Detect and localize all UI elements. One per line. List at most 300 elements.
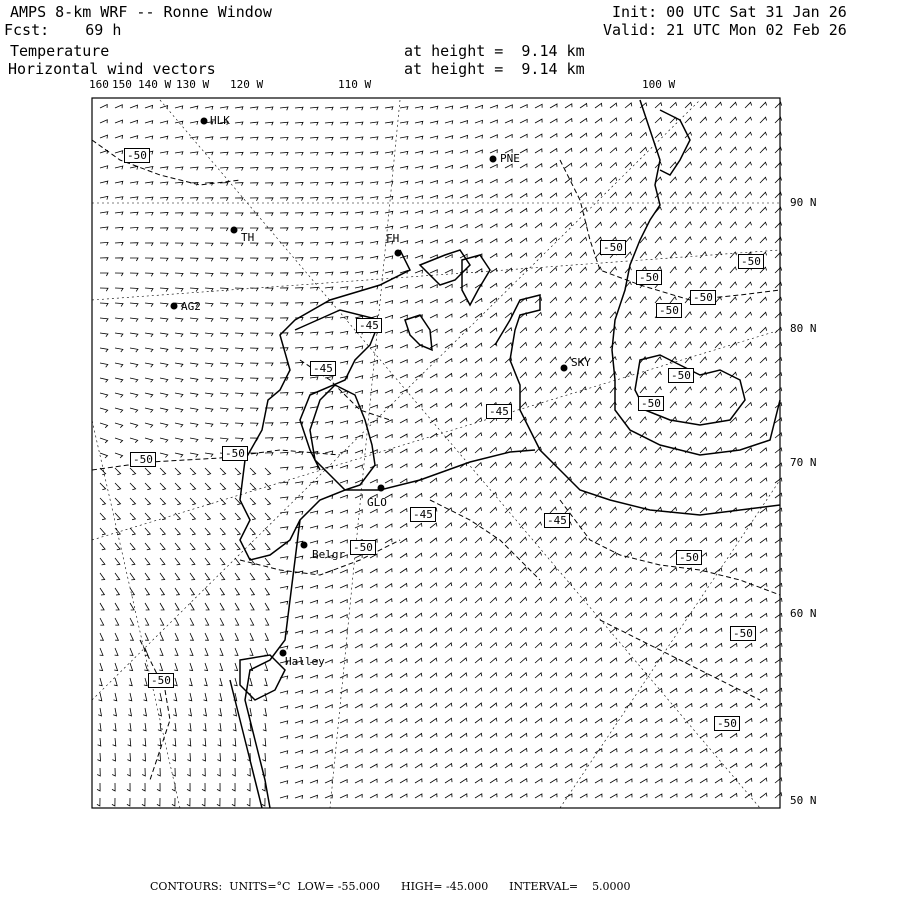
- wind-barb: [625, 237, 632, 243]
- wind-barb: [655, 673, 662, 678]
- wind-barb: [700, 764, 707, 768]
- wind-barb: [625, 192, 632, 198]
- wind-barb: [235, 168, 243, 171]
- wind-barb: [100, 603, 104, 610]
- wind-barb: [340, 674, 347, 678]
- wind-barb: [550, 764, 557, 768]
- wind-barb: [295, 392, 303, 395]
- wind-barb: [550, 268, 557, 274]
- wind-barb: [595, 643, 602, 648]
- wind-barb: [445, 568, 452, 573]
- wind-barb: [235, 288, 243, 291]
- wind-barb: [130, 227, 138, 230]
- wind-barb: [130, 543, 135, 550]
- wind-barb: [190, 558, 195, 565]
- wind-barb: [490, 794, 497, 798]
- wind-barb: [310, 257, 318, 260]
- wind-barb: [115, 105, 122, 108]
- wind-barb: [220, 528, 225, 535]
- wind-barb: [220, 363, 228, 367]
- wind-barb: [160, 213, 168, 216]
- wind-barb: [610, 703, 617, 708]
- wind-barb: [550, 312, 557, 318]
- wind-barb: [145, 273, 153, 276]
- wind-barb: [505, 477, 512, 483]
- wind-barb: [715, 282, 722, 288]
- wind-barb: [310, 511, 318, 514]
- wind-barb: [685, 719, 692, 723]
- temperature-contours: [92, 140, 780, 780]
- wind-barb: [565, 163, 572, 168]
- wind-barb: [175, 378, 183, 382]
- wind-barb: [250, 483, 256, 490]
- wind-barb: [685, 252, 691, 258]
- wind-barb: [100, 212, 108, 215]
- wind-barb: [250, 423, 258, 426]
- wind-barb: [670, 207, 677, 213]
- wind-barb: [760, 117, 767, 123]
- wind-barb: [310, 137, 318, 140]
- wind-barb: [385, 614, 392, 618]
- wind-barb: [355, 182, 363, 185]
- wind-barb: [775, 297, 782, 303]
- wind-barb: [355, 659, 362, 663]
- wind-barb: [130, 483, 136, 490]
- wind-barb: [205, 453, 213, 457]
- wind-barb: [280, 213, 288, 216]
- wind-barb: [188, 723, 191, 731]
- wind-barb: [520, 328, 527, 333]
- wind-barb: [265, 378, 273, 381]
- wind-barb: [520, 582, 527, 588]
- wind-barb: [220, 408, 228, 412]
- wind-barb: [460, 358, 467, 363]
- wind-barb: [760, 192, 767, 198]
- wind-barb: [505, 628, 512, 633]
- wind-barb: [325, 227, 333, 230]
- wind-barb: [130, 513, 135, 520]
- wind-barb: [460, 748, 467, 753]
- wind-barb: [340, 182, 348, 185]
- wind-barb: [730, 538, 737, 543]
- wind-barb: [220, 513, 225, 520]
- wind-barb: [625, 507, 632, 513]
- wind-barb: [160, 528, 165, 535]
- wind-barb: [745, 342, 752, 348]
- wind-barb: [115, 618, 119, 625]
- wind-barb: [205, 243, 213, 246]
- wind-barb: [715, 568, 722, 573]
- wind-barb: [280, 228, 288, 231]
- wind-barb: [385, 360, 392, 363]
- wind-barb: [310, 332, 318, 335]
- wind-barb: [730, 312, 737, 318]
- lon-label-110w: 110 W: [338, 78, 372, 91]
- wind-barb: [400, 226, 408, 229]
- wind-barb: [340, 137, 348, 140]
- wind-barb: [520, 764, 527, 768]
- wind-barb: [640, 133, 647, 139]
- wind-barb: [145, 528, 150, 535]
- wind-barb: [460, 493, 467, 498]
- wind-barb: [310, 645, 318, 648]
- wind-barb: [355, 346, 363, 349]
- wind-barb: [235, 408, 243, 411]
- wind-barb: [100, 273, 108, 276]
- wind-barb: [625, 297, 631, 303]
- wind-barb: [700, 704, 707, 708]
- wind-barb: [655, 252, 661, 258]
- wind-barb: [595, 297, 602, 303]
- wind-barb: [370, 241, 378, 244]
- wind-barb: [730, 237, 737, 243]
- wind-barb: [655, 432, 662, 438]
- wind-barb: [610, 643, 617, 648]
- contour-label: -45: [544, 513, 570, 528]
- wind-barb: [595, 628, 602, 633]
- wind-barb: [265, 198, 273, 201]
- wind-barb: [490, 522, 497, 528]
- wind-barb: [460, 523, 467, 528]
- wind-barb: [640, 568, 647, 573]
- wind-barb: [625, 522, 632, 528]
- wind-barb: [550, 492, 557, 498]
- wind-barb: [445, 583, 452, 588]
- wind-barb: [610, 282, 617, 288]
- wind-barb: [535, 372, 542, 378]
- wind-barb: [760, 297, 767, 303]
- wind-barb: [400, 404, 407, 408]
- wind-barb: [655, 342, 661, 348]
- wind-barb: [760, 553, 767, 558]
- wind-barb: [625, 312, 631, 318]
- wind-barb: [340, 765, 347, 769]
- wind-barb: [595, 207, 602, 213]
- wind-barb: [175, 633, 178, 640]
- wind-barb: [595, 133, 602, 138]
- wind-barb: [535, 357, 542, 363]
- wind-barb: [610, 794, 617, 798]
- wind-barb: [430, 658, 437, 663]
- wind-barb: [234, 663, 237, 671]
- wind-barb: [280, 422, 288, 425]
- wind-barb: [490, 613, 497, 619]
- wind-barb: [670, 704, 677, 708]
- wind-barb: [445, 106, 453, 109]
- wind-barb: [355, 644, 362, 648]
- wind-barb: [610, 749, 617, 753]
- wind-barb: [142, 783, 145, 791]
- wind-barb: [160, 121, 168, 124]
- wind-barb: [355, 569, 362, 573]
- wind-barb: [249, 678, 252, 686]
- wind-barb: [100, 573, 105, 580]
- wind-barb: [370, 346, 378, 349]
- wind-barb: [355, 420, 363, 423]
- wind-barb: [385, 599, 392, 603]
- wind-barb: [160, 348, 168, 352]
- wind-barb: [460, 165, 468, 168]
- wind-barb: [174, 663, 177, 671]
- wind-barb: [370, 659, 377, 663]
- wind-barb: [490, 448, 497, 454]
- wind-barb: [745, 478, 752, 483]
- wind-barb: [535, 417, 542, 423]
- wind-barb: [595, 673, 602, 678]
- wind-barb: [205, 528, 210, 535]
- wind-barb: [235, 152, 243, 155]
- wind-barb: [247, 783, 250, 791]
- wind-barb: [760, 763, 767, 768]
- wind-barb: [625, 432, 631, 438]
- wind-barb: [175, 408, 183, 412]
- wind-barb: [550, 477, 557, 483]
- wind-barb: [265, 303, 273, 306]
- wind-barb: [625, 749, 632, 753]
- wind-barb: [400, 434, 407, 438]
- wind-barb: [220, 167, 228, 170]
- wind-barb: [250, 498, 256, 505]
- wind-barb: [130, 105, 138, 108]
- wind-barb: [520, 794, 527, 798]
- contour-label: -45: [356, 318, 382, 333]
- wind-barb: [295, 467, 303, 470]
- wind-barb: [760, 418, 767, 423]
- wind-barb: [280, 288, 288, 291]
- wind-barb: [295, 168, 303, 171]
- wind-barb: [385, 509, 392, 513]
- wind-barb: [295, 152, 303, 155]
- wind-barb: [173, 723, 176, 731]
- wind-barb: [655, 688, 662, 693]
- wind-barb: [460, 180, 467, 183]
- wind-barb: [745, 388, 752, 394]
- wind-barb: [445, 703, 452, 708]
- wind-barb: [295, 407, 303, 410]
- wind-barb: [775, 237, 782, 243]
- wind-barb: [188, 708, 191, 716]
- wind-barb: [715, 402, 722, 408]
- wind-barb: [100, 151, 108, 154]
- wind-barb: [370, 360, 378, 363]
- wind-barb: [145, 378, 153, 382]
- wind-barb: [129, 693, 132, 701]
- wind-barb: [640, 537, 647, 543]
- wind-barb: [235, 333, 243, 336]
- wind-barb: [175, 258, 183, 261]
- wind-barb: [700, 447, 707, 453]
- wind-barb: [445, 225, 452, 228]
- wind-barb: [205, 468, 211, 475]
- wind-barb: [565, 402, 572, 408]
- wind-barb: [490, 165, 497, 169]
- wind-barb: [640, 207, 647, 213]
- wind-barb: [775, 433, 782, 438]
- wind-barb: [640, 222, 647, 228]
- wind-barb: [190, 618, 194, 625]
- wind-barb: [715, 147, 722, 153]
- wind-barb: [205, 258, 213, 261]
- wind-barb: [370, 212, 378, 215]
- wind-barb: [145, 212, 153, 215]
- wind-barb: [610, 628, 617, 633]
- wind-barb: [430, 733, 437, 738]
- wind-barb: [385, 152, 393, 155]
- wind-barb: [340, 689, 347, 693]
- wind-barb: [295, 377, 303, 380]
- wind-barb: [325, 107, 333, 110]
- wind-barb: [355, 152, 363, 155]
- wind-barb: [385, 211, 393, 214]
- wind-barb: [625, 207, 632, 213]
- wind-barb: [160, 558, 165, 565]
- wind-barb: [400, 196, 408, 199]
- contour-label: -50: [130, 452, 156, 467]
- wind-barb: [100, 558, 105, 565]
- wind-barb: [145, 468, 151, 475]
- wind-barb: [670, 327, 676, 333]
- wind-barb: [730, 463, 737, 468]
- wind-barb: [250, 648, 253, 655]
- wind-barb: [535, 327, 542, 333]
- wind-barb: [100, 633, 103, 640]
- wind-barb: [175, 213, 183, 216]
- wind-barb: [535, 134, 542, 138]
- wind-barb: [415, 166, 423, 169]
- wind-barb: [127, 768, 130, 776]
- wind-barb: [460, 150, 468, 153]
- wind-barb: [520, 194, 527, 198]
- wind-barb: [745, 207, 752, 213]
- wind-barb: [520, 613, 527, 619]
- wind-barb: [385, 330, 393, 333]
- wind-barb: [218, 708, 221, 716]
- wind-barb: [100, 528, 105, 535]
- wind-barb: [370, 405, 377, 408]
- wind-barb: [685, 704, 692, 708]
- wind-barb: [670, 237, 676, 243]
- wind-barb: [325, 212, 333, 215]
- wind-barb: [775, 613, 782, 618]
- wind-barb: [475, 418, 482, 423]
- wind-barb: [610, 673, 617, 678]
- wind-barb: [175, 648, 178, 655]
- wind-barb: [145, 258, 153, 261]
- wind-barb: [415, 270, 423, 273]
- wind-barb: [535, 567, 542, 573]
- wind-barb: [175, 197, 183, 200]
- wind-barb: [100, 120, 107, 123]
- wind-barb: [100, 378, 108, 382]
- wind-barb: [310, 630, 318, 633]
- wind-barb: [325, 466, 333, 469]
- wind-barb: [145, 618, 149, 625]
- wind-barb: [130, 468, 136, 475]
- wind-barb: [430, 568, 437, 573]
- wind-barb: [115, 498, 121, 505]
- wind-barb: [370, 509, 377, 513]
- wind-barb: [580, 252, 587, 258]
- wind-barb: [430, 523, 437, 528]
- wind-barb: [670, 689, 677, 694]
- wind-barb: [505, 718, 512, 723]
- wind-barb: [520, 658, 527, 663]
- wind-barb: [190, 228, 198, 231]
- wind-barb: [190, 393, 198, 397]
- wind-barb: [129, 663, 132, 671]
- wind-barb: [700, 357, 707, 363]
- wind-barb: [700, 117, 707, 123]
- wind-barb: [745, 403, 752, 409]
- wind-barb: [340, 615, 347, 618]
- wind-barb: [115, 288, 123, 291]
- wind-barb: [295, 482, 303, 485]
- wind-barb: [490, 388, 497, 393]
- wind-barb: [265, 122, 273, 125]
- wind-barb: [640, 342, 646, 348]
- wind-barb: [220, 213, 228, 216]
- wind-barb: [505, 673, 512, 678]
- wind-barb: [625, 734, 632, 738]
- wind-barb: [340, 465, 348, 468]
- wind-barb: [535, 643, 542, 648]
- wind-barb: [655, 553, 662, 558]
- contour-label: -50: [638, 396, 664, 411]
- wind-barb: [295, 243, 303, 246]
- wind-barb: [550, 582, 557, 588]
- wind-barb: [580, 477, 587, 483]
- wind-barb: [640, 643, 647, 648]
- wind-barb: [370, 480, 377, 484]
- wind-barb: [580, 749, 587, 753]
- wind-barb: [220, 243, 228, 246]
- wind-barb: [430, 181, 438, 184]
- wind-barb: [430, 448, 437, 453]
- wind-barb: [172, 753, 175, 761]
- wind-barb: [158, 708, 161, 716]
- height-wind: at height = 9.14 km: [404, 60, 585, 78]
- wind-barb: [610, 492, 617, 498]
- wind-barb: [580, 643, 587, 648]
- wind-barb: [340, 510, 348, 513]
- wind-barb: [535, 193, 542, 198]
- wind-barb: [445, 403, 452, 408]
- wind-barb: [219, 693, 222, 701]
- contour-label: -45: [486, 404, 512, 419]
- wind-barb: [460, 764, 467, 769]
- wind-barb: [160, 513, 165, 520]
- wind-barb: [760, 748, 767, 753]
- wind-barb: [490, 120, 497, 123]
- wind-barb: [670, 673, 677, 678]
- wind-barb: [595, 447, 601, 453]
- wind-barb: [520, 643, 527, 648]
- wind-barb: [775, 748, 782, 753]
- wind-barb: [280, 721, 288, 724]
- wind-barb: [265, 107, 273, 110]
- wind-barb: [325, 585, 333, 588]
- wind-barb: [700, 493, 707, 498]
- wind-barb: [445, 553, 452, 558]
- wind-barb: [265, 213, 273, 216]
- wind-barb: [430, 285, 437, 288]
- wind-barb: [205, 288, 213, 292]
- wind-barb: [220, 137, 228, 140]
- wind-barb: [625, 598, 632, 603]
- wind-barb: [325, 122, 333, 125]
- wind-barb: [143, 738, 146, 746]
- wind-barb: [505, 253, 512, 258]
